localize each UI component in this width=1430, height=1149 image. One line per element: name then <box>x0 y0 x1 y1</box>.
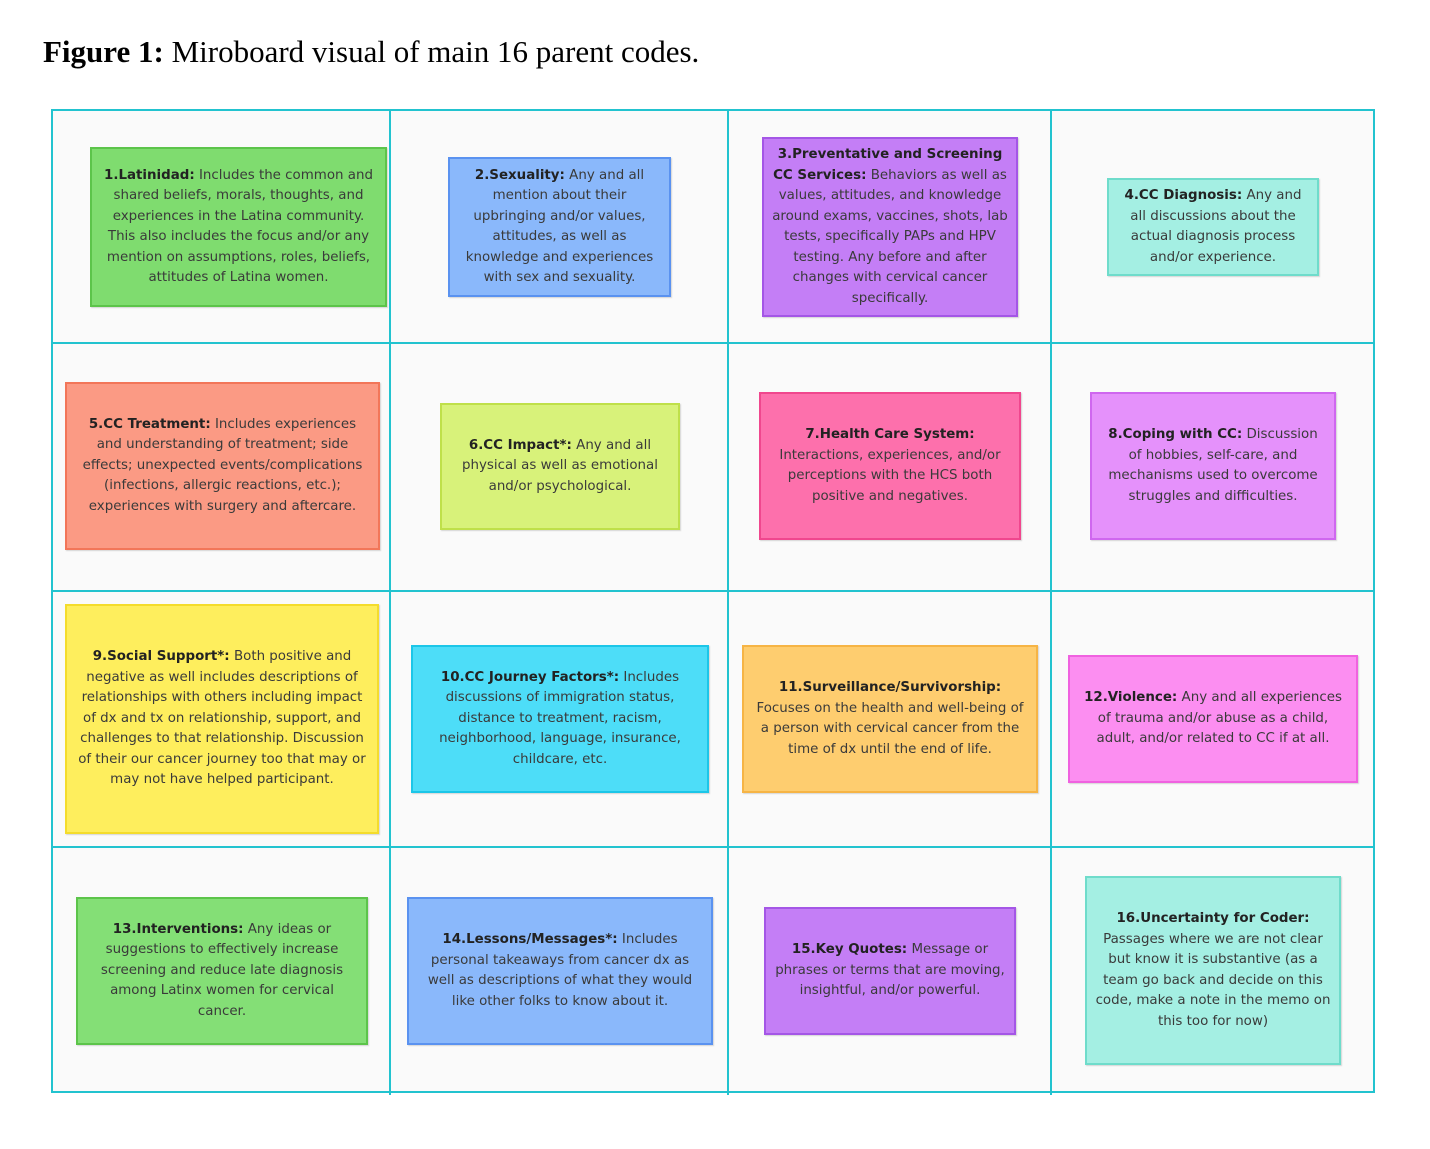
code-title: 6.CC Impact*: <box>468 437 572 453</box>
grid-cell <box>391 848 729 1095</box>
sticky-note-surveillance-survivorship[interactable] <box>742 645 1038 793</box>
code-title: 7.Health Care System: <box>805 427 975 442</box>
sticky-note-cc-diagnosis[interactable] <box>1107 178 1319 276</box>
grid-cell <box>391 111 729 344</box>
sticky-note-interventions[interactable] <box>76 897 368 1045</box>
code-description: Discussion of hobbies, self-care, and mechanisms used to overcome struggles and difficulties. <box>1108 427 1318 504</box>
grid-cell <box>53 592 391 848</box>
code-description: Any and all mention about their upbringing and/or values, attitudes, as well as knowledge and experiences with sex and sexuality. <box>465 167 654 285</box>
code-description: Interactions, experiences, and/or perceptions with the HCS both positive and negatives. <box>779 447 1001 504</box>
grid-cell <box>53 344 391 592</box>
code-description: Focuses on the health and well-being of a person with cervical cancer from the time of dx until the end of life. <box>756 700 1024 757</box>
grid-cell <box>53 111 391 344</box>
code-description: Any ideas or suggestions to effectively increase screening and reduce late diagnosis among Latinx women for cervical cancer. <box>100 921 344 1019</box>
sticky-note-uncertainty-for-coder[interactable] <box>1085 876 1341 1065</box>
code-title: 11.Surveillance/Survivorship: <box>778 680 1002 695</box>
grid-cell <box>391 344 729 592</box>
code-description: Passages where we are not clear but know it is substantive (as a team go back and decide on this code, make a note in the memo on this too for now) <box>1095 931 1331 1029</box>
grid-cell <box>1052 848 1373 1095</box>
code-description: Includes personal takeaways from cancer dx as well as descriptions of what they would like other folks to know about it. <box>427 932 693 1009</box>
grid-cell <box>729 592 1052 848</box>
code-description: Includes the common and shared beliefs, morals, thoughts, and experiences in the Latina community. This also includes the focus and/or any mention on assumptions, roles, beliefs, attitudes of Latina women. <box>106 167 373 285</box>
code-title: 10.CC Journey Factors*: <box>440 669 620 685</box>
code-description: Any and all experiences of trauma and/or abuse as a child, adult, and/or related to CC if at all. <box>1096 690 1342 747</box>
code-title: 3.Preventative and Screening CC Services: <box>773 147 1003 183</box>
figure-caption <box>43 34 699 70</box>
code-title: 1.Latinidad: <box>104 167 195 183</box>
grid-cell <box>1052 111 1373 344</box>
code-description: Any and all discussions about the actual diagnosis process and/or experience. <box>1130 188 1302 265</box>
grid-cell <box>391 592 729 848</box>
code-description: Includes discussions of immigration status, distance to treatment, racism, neighborhood, language, insurance, childcare, etc. <box>439 669 681 767</box>
code-title: 4.CC Diagnosis: <box>1124 188 1243 203</box>
sticky-note-cc-journey-factors[interactable] <box>411 645 709 793</box>
code-title: 8.Coping with CC: <box>1108 427 1243 442</box>
sticky-note-preventative-screening[interactable] <box>762 137 1018 317</box>
grid-cell <box>1052 592 1373 848</box>
code-description: Behaviors as well as values, attitudes, and knowledge around exams, vaccines, shots, lab tests, specifically PAPs and HPV testing. Any before and after changes with cervical cancer specifically. <box>772 167 1008 306</box>
sticky-note-social-support[interactable] <box>65 604 379 834</box>
code-title: 14.Lessons/Messages*: <box>442 932 618 947</box>
code-title: 9.Social Support*: <box>92 649 230 665</box>
figure-label: Figure 1: <box>43 34 164 69</box>
grid-cell <box>729 344 1052 592</box>
sticky-note-violence[interactable] <box>1068 655 1358 783</box>
sticky-note-latinidad[interactable] <box>90 147 387 307</box>
sticky-note-key-quotes[interactable] <box>764 907 1016 1035</box>
code-title: 13.Interventions: <box>112 921 244 937</box>
code-title: 12.Violence: <box>1084 690 1178 706</box>
code-description: Includes experiences and understanding of treatment; side effects; unexpected events/complications (infections, allergic reactions, etc.); experiences with surgery and aftercare. <box>82 416 363 514</box>
figure-caption-text: Miroboard visual of main 16 parent codes. <box>171 34 700 69</box>
code-description: Message or phrases or terms that are moving, insightful, and/or powerful. <box>775 942 1005 999</box>
grid-cell <box>729 848 1052 1095</box>
sticky-note-sexuality[interactable] <box>448 157 671 297</box>
grid-cell <box>729 111 1052 344</box>
sticky-note-cc-treatment[interactable] <box>65 382 380 550</box>
grid-cell <box>1052 344 1373 592</box>
code-title: 16.Uncertainty for Coder: <box>1116 911 1310 926</box>
code-description: Any and all physical as well as emotional and/or psychological. <box>462 437 658 494</box>
sticky-note-cc-impact[interactable] <box>440 403 680 530</box>
grid-cell <box>53 848 391 1095</box>
miro-board <box>51 109 1375 1093</box>
code-title: 5.CC Treatment: <box>88 416 211 432</box>
code-title: 15.Key Quotes: <box>791 942 908 958</box>
sticky-note-lessons-messages[interactable] <box>407 897 713 1045</box>
code-title: 2.Sexuality: <box>474 167 565 183</box>
sticky-note-health-care-system[interactable] <box>759 392 1021 540</box>
code-description: Both positive and negative as well includes descriptions of relationships with others including impact of dx and tx on relationship, support, and challenges to that relationship. Discussion of their our cancer journey too that may or may not have helped participant. <box>78 649 366 788</box>
sticky-note-coping-with-cc[interactable] <box>1090 392 1336 540</box>
